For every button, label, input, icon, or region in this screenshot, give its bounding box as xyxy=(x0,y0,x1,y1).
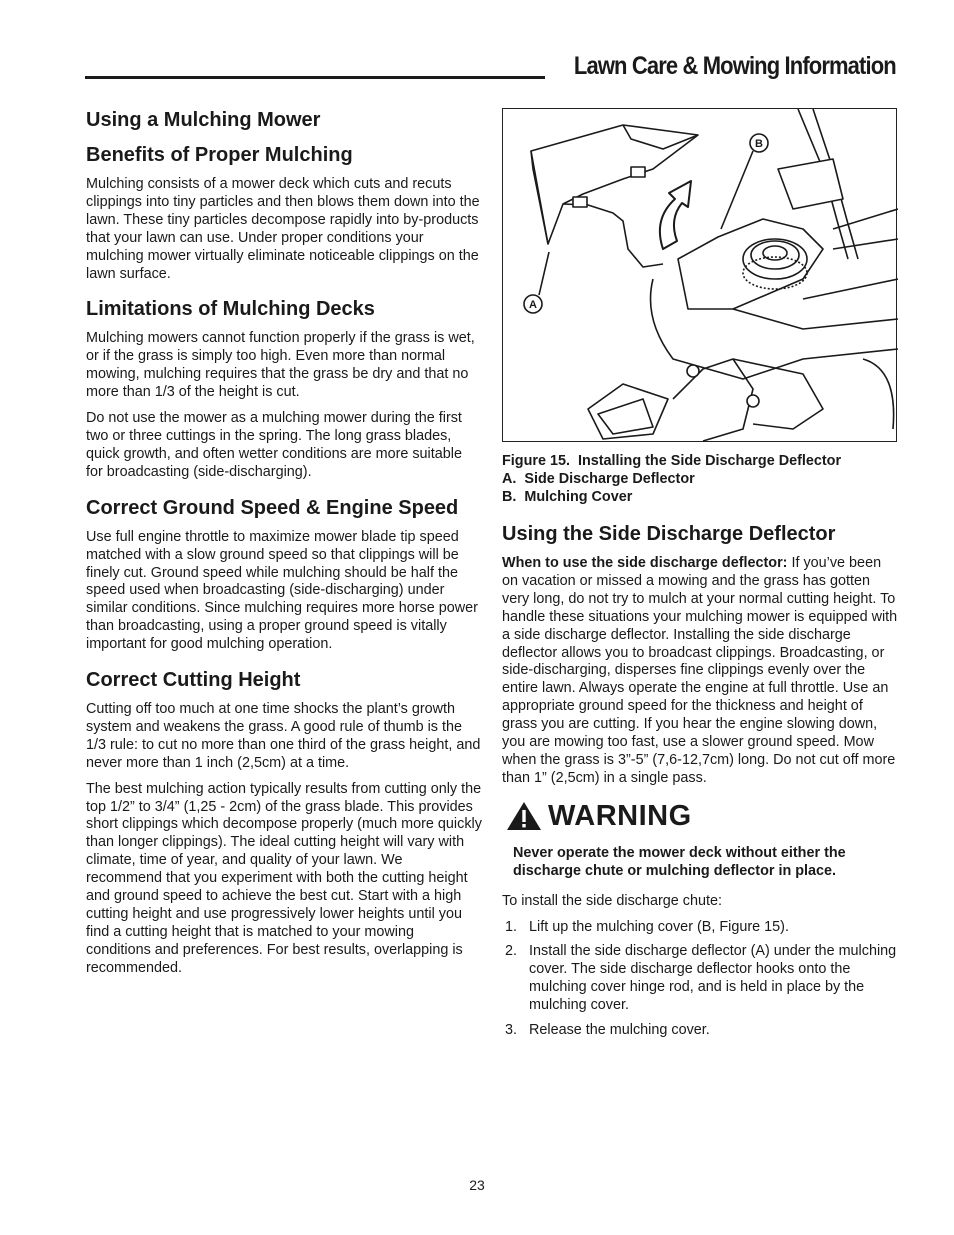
paragraph-limitations-1: Mulching mowers cannot function properly if the grass is wet, or if the grass is simply too high. Even more than normal mowing, mulching requires that the grass be dry and that no more than 1/3 of the height is cut. xyxy=(86,330,475,401)
caption-item-b: B. Mulching Cover xyxy=(502,489,633,505)
paragraph-body: If you’ve been on vacation or missed a mowing and the grass has gotten very long, do not try to mulch at your normal cutting height. To handle these situations your mulching mower is equipped with a side discharge deflector. Installing the side discharge deflector allows you to broadcast clippings. Broadcasting, or side-discharging, disperses fine clippings evenly over the entire lawn. Always operate the engine at full throttle. Use an appropriate ground speed for the thickness and height of grass you are cutting. If you hear the engine slowing down, you are mowing too fast, use a slower ground speed. Mow when the grass is 3”-5” (7,6-12,7cm) long. Do not cut off more than 1” (2,5cm) in a single pass. xyxy=(502,555,898,786)
section-title-mulching: Using a Mulching Mower xyxy=(86,109,321,131)
list-item xyxy=(502,919,898,937)
install-intro: To install the side discharge chute: xyxy=(502,892,722,909)
warning-text: Never operate the mower deck without either the discharge chute or mulching deflector in place. xyxy=(513,844,846,879)
header-rule xyxy=(85,76,545,79)
heading-benefits: Benefits of Proper Mulching xyxy=(86,144,353,166)
step-text: Lift up the mulching cover (B, Figure 15). xyxy=(529,918,789,935)
paragraph-cutting-height-1: Cutting off too much at one time shocks the plant’s growth system and weakens the grass. A good rule of thumb is the 1/3 rule: to cut no more than one third of the grass height, and never more than 1 inch (2,5cm) at a time. xyxy=(86,701,481,771)
heading-cutting-height: Correct Cutting Height xyxy=(86,669,301,692)
paragraph-lead: When to use the side discharge deflector: xyxy=(502,555,788,571)
paragraph-cutting-height-2: The best mulching action typically results from cutting only the top 1/2” to 3/4” (1,25 - 2cm) of the grass blade. This provides short clippings which decompose properly (much more quickly than longer clippings). The ideal cutting height will vary with climate, time of year, and quality of your lawn. We recommend that you experiment with both the cutting height and ground speed to achieve the best cut. Start with a high cutting height and use progressively lower heights until you find a cutting height that is matched to your mowing conditions and preferences. For best results, overlapping is recommended. xyxy=(86,780,482,976)
figure-caption xyxy=(502,452,898,506)
caption-item-a: A. Side Discharge Deflector xyxy=(502,471,695,487)
list-item xyxy=(502,943,898,1015)
paragraph-benefits: Mulching consists of a mower deck which cuts and recuts clippings into tiny particles and then blows them down into the lawn. These tiny particles decompose rapidly into by-products that your lawn can use. Under proper conditions your mulching mower virtually eliminate noticeable clippings on the lawn surface. xyxy=(86,176,480,282)
page-header-title: Lawn Care & Mowing Information xyxy=(574,52,896,80)
step-number: 1. xyxy=(505,918,518,935)
heading-ground-speed: Correct Ground Speed & Engine Speed xyxy=(86,496,459,519)
step-number: 2. xyxy=(505,943,518,960)
mower-deck-drawing xyxy=(503,109,898,443)
right-column xyxy=(502,108,898,1047)
list-item xyxy=(502,1022,898,1040)
paragraph-limitations-2: Do not use the mower as a mulching mower during the first two or three cuttings in the spring. The long grass blades, quick growth, and often wetter conditions are more suitable for broadcasting (side-discharging). xyxy=(86,410,462,480)
warning-header xyxy=(506,800,898,833)
paragraph-side-discharge xyxy=(502,555,898,788)
page-number: 23 xyxy=(469,1177,485,1193)
step-text: Release the mulching cover. xyxy=(529,1022,710,1039)
heading-side-discharge: Using the Side Discharge Deflector xyxy=(502,523,836,545)
warning-word: WARNING xyxy=(548,799,692,832)
install-steps xyxy=(502,919,898,1040)
caption-title: Figure 15. Installing the Side Discharge Deflector xyxy=(502,453,842,469)
step-text: Install the side discharge deflector (A) under the mulching cover. The side discharge deflector hooks onto the mulching cover hinge rod, and is held in place by the mulching cover. xyxy=(529,943,897,1014)
figure-15-illustration xyxy=(502,108,897,442)
callout-a: A xyxy=(529,299,537,311)
left-column xyxy=(86,108,482,986)
callout-b: B xyxy=(755,138,763,150)
warning-triangle-icon xyxy=(506,801,542,831)
step-number: 3. xyxy=(505,1022,518,1039)
paragraph-ground-speed: Use full engine throttle to maximize mower blade tip speed matched with a slow ground speed so that clippings will be finely cut. Ground speed while mulching should be half the speed used when broadcasting (side-discharging) under similar conditions. Since mulching requires more horse power than broadcasting, using a proper ground speed is vitally important for good mulching operation. xyxy=(86,528,478,653)
heading-limitations: Limitations of Mulching Decks xyxy=(86,298,375,321)
